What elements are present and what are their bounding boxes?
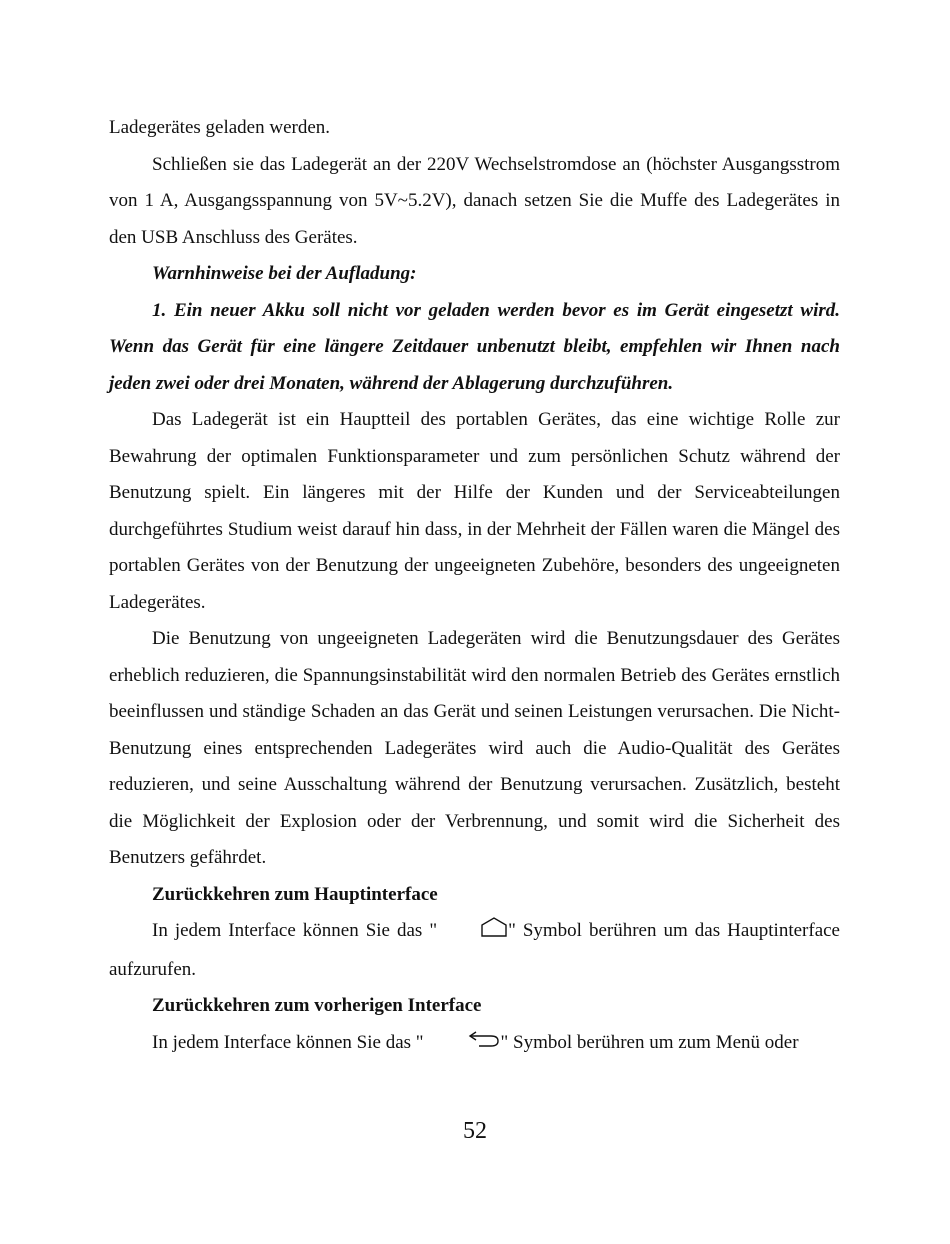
- paragraph-unsuitable-chargers: Die Benutzung von ungeeigneten Ladegeräten wird die Benutzungsdauer des Gerätes erheblich reduzieren, die Spannungsinstabilität wird den normalen Betrieb des Gerätes ernstlich beeinflussen und ständige Schaden an das Gerät und seinen Leistungen verursachen. Die Nicht-Benutzung eines entsprechenden Ladegerätes wird auch die Audio-Qualität des Gerätes reduzieren, und seine Ausschaltung während der Benutzung verursachen. Zusätzlich, besteht die Möglichkeit der Explosion oder der Verbrennung, und somit wird die Sicherheit des Benutzers gefährdet.: [109, 628, 840, 868]
- document-page: [109, 110, 840, 1063]
- paragraph-return-previous: [109, 1025, 840, 1064]
- heading-return-previous: Zurückkehren zum vorherigen Interface: [152, 995, 482, 1016]
- page-number: 52: [463, 1118, 487, 1144]
- back-arrow-icon: [424, 1027, 501, 1064]
- paragraph-charger-importance: Das Ladegerät ist ein Hauptteil des portablen Gerätes, das eine wichtige Rolle zur Bewahrung der optimalen Funktionsparameter und zum persönlichen Schutz während der Benutzung spielt. Ein längeres mit der Hilfe der Kunden und der Serviceabteilungen durchgeführtes Studium weist darauf hin dass, in der Mehrheit der Fällen waren die Mängel des portablen Gerätes von der Benutzung der ungeeigneten Zubehöre, besonders des ungeeigneten Ladegerätes.: [109, 409, 840, 613]
- warning-heading: Warnhinweise bei der Aufladung:: [152, 263, 417, 284]
- paragraph-continuation: Ladegerätes geladen werden.: [109, 117, 331, 138]
- back-text-before: In jedem Interface können Sie das ": [152, 1031, 424, 1053]
- home-text-after: " Symbol berühren um das Hauptinterface aufzurufen.: [109, 920, 840, 980]
- paragraph-return-home: [109, 913, 840, 988]
- heading-return-home: Zurückkehren zum Hauptinterface: [152, 883, 438, 905]
- warning-item-1: 1. Ein neuer Akku soll nicht vor geladen werden bevor es im Gerät eingesetzt wird. Wenn das Gerät für eine längere Zeitdauer unbenutzt bleibt, empfehlen wir Ihnen nach jeden zwei oder drei Monaten, während der Ablagerung durchzuführen.: [109, 299, 840, 394]
- paragraph-charger-connect: Schließen sie das Ladegerät an der 220V Wechselstromdose an (höchster Ausgangsstrom von 1 A, Ausgangsspannung von 5V~5.2V), danach setzen Sie die Muffe des Ladegerätes in den USB Anschluss des Gerätes.: [109, 153, 840, 248]
- home-text-before: In jedem Interface können Sie das ": [152, 920, 438, 941]
- home-icon: [437, 915, 508, 952]
- back-text-after: " Symbol berühren um zum Menü oder: [500, 1031, 799, 1053]
